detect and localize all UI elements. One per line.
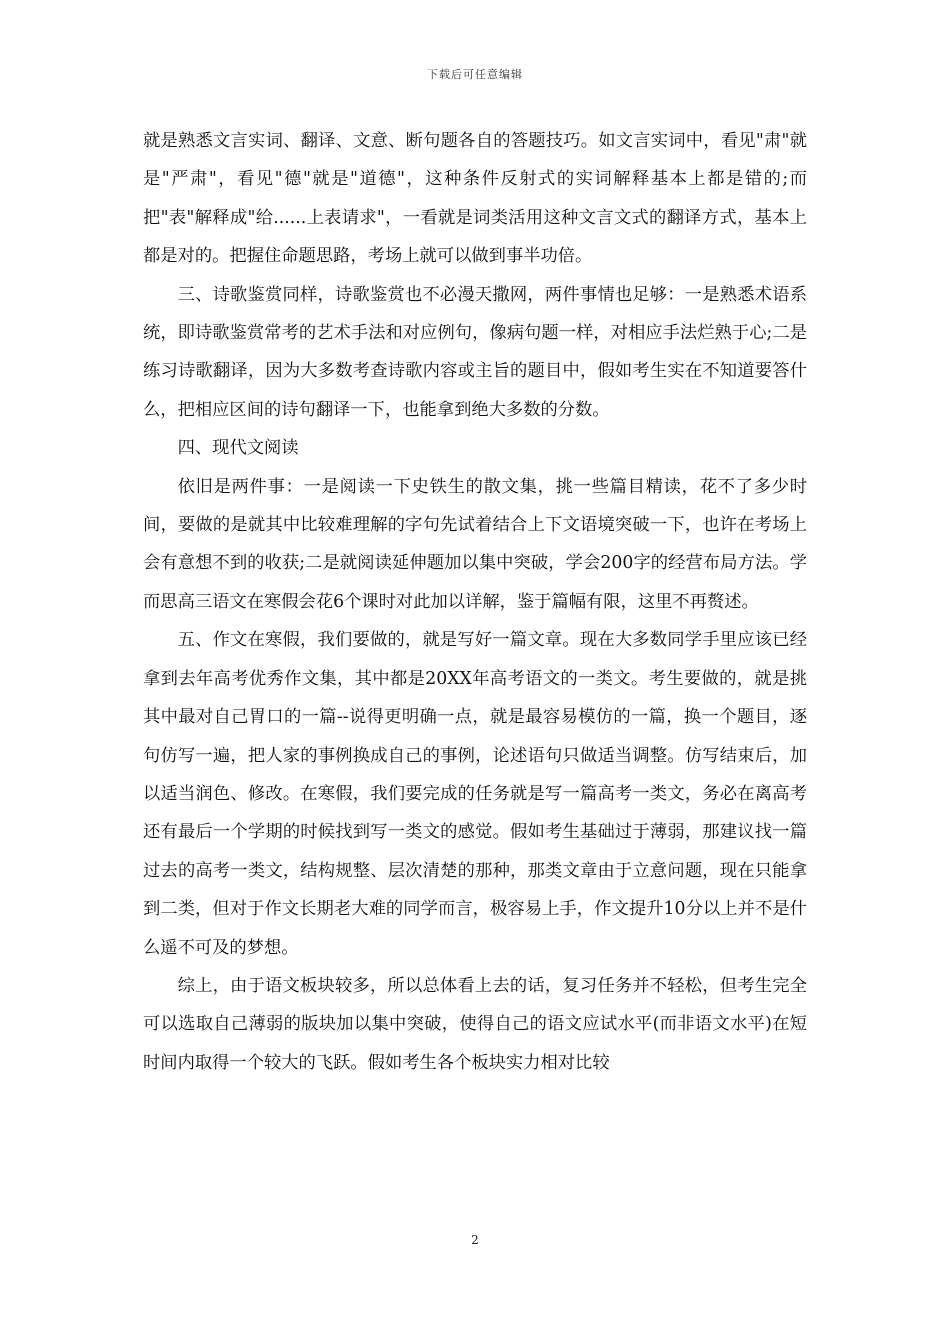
section-heading-modern-reading: 四、现代文阅读 bbox=[177, 438, 299, 459]
document-body bbox=[143, 122, 807, 1082]
paragraph-composition: 五、作文在寒假，我们要做的，就是写好一篇文章。现在大多数同学手里应该已经拿到去年高考优秀作文集，其中都是20XX年高考语文的一类文。考生要做的，就是挑其中最对自己胃口的一篇--说得更明确一点，就是最容易模仿的一篇，换一个题目，逐句仿写一遍，把人家的事例换成自己的事例，论述语句只做适当调整。仿写结束后，加以适当润色、修改。在寒假，我们要完成的任务就是写一篇高考一类文，务必在离高考还有最后一个学期的时候找到写一类文的感觉。假如考生基础过于薄弱，那建议找一篇过去的高考一类文，结构规整、层次清楚的那种，那类文章由于立意问题，现在只能拿到二类，但对于作文长期老大难的同学而言，极容易上手，作文提升10分以上并不是什么遥不可及的梦想。 bbox=[143, 630, 807, 958]
paragraph-summary: 综上，由于语文板块较多，所以总体看上去的话，复习任务并不轻松，但考生完全可以选取自己薄弱的版块加以集中突破，使得自己的语文应试水平(而非语文水平)在短时间内取得一个较大的飞跃。假如考生各个板块实力相对比较 bbox=[143, 975, 807, 1073]
paragraph-classical-chinese-continued: 就是熟悉文言实词、翻译、文意、断句题各自的答题技巧。如文言实词中，看见"肃"就是"严肃"，看见"德"就是"道德"，这种条件反射式的实词解释基本上都是错的;而把"表"解释成"给......上表请求"，一看就是词类活用这种文言文式的翻译方式，基本上都是对的。把握住命题思路，考场上就可以做到事半功倍。 bbox=[143, 131, 807, 267]
paragraph-poetry-appreciation: 三、诗歌鉴赏同样，诗歌鉴赏也不必漫天撒网，两件事情也足够：一是熟悉术语系统，即诗歌鉴赏常考的艺术手法和对应例句，像病句题一样，对相应手法烂熟于心;二是练习诗歌翻译，因为大多数考查诗歌内容或主旨的题目中，假如考生实在不知道要答什么，把相应区间的诗句翻译一下，也能拿到绝大多数的分数。 bbox=[143, 284, 807, 420]
page-number: 2 bbox=[471, 1233, 479, 1247]
page-header: 下载后可任意编辑 bbox=[427, 68, 523, 81]
paragraph-modern-reading: 依旧是两件事：一是阅读一下史铁生的散文集，挑一些篇目精读，花不了多少时间，要做的是就其中比较难理解的字句先试着结合上下文语境突破一下，也许在考场上会有意想不到的收获;二是就阅读延伸题加以集中突破，学会200字的经营布局方法。学而思高三语文在寒假会花6个课时对此加以详解，鉴于篇幅有限，这里不再赘述。 bbox=[143, 476, 807, 612]
